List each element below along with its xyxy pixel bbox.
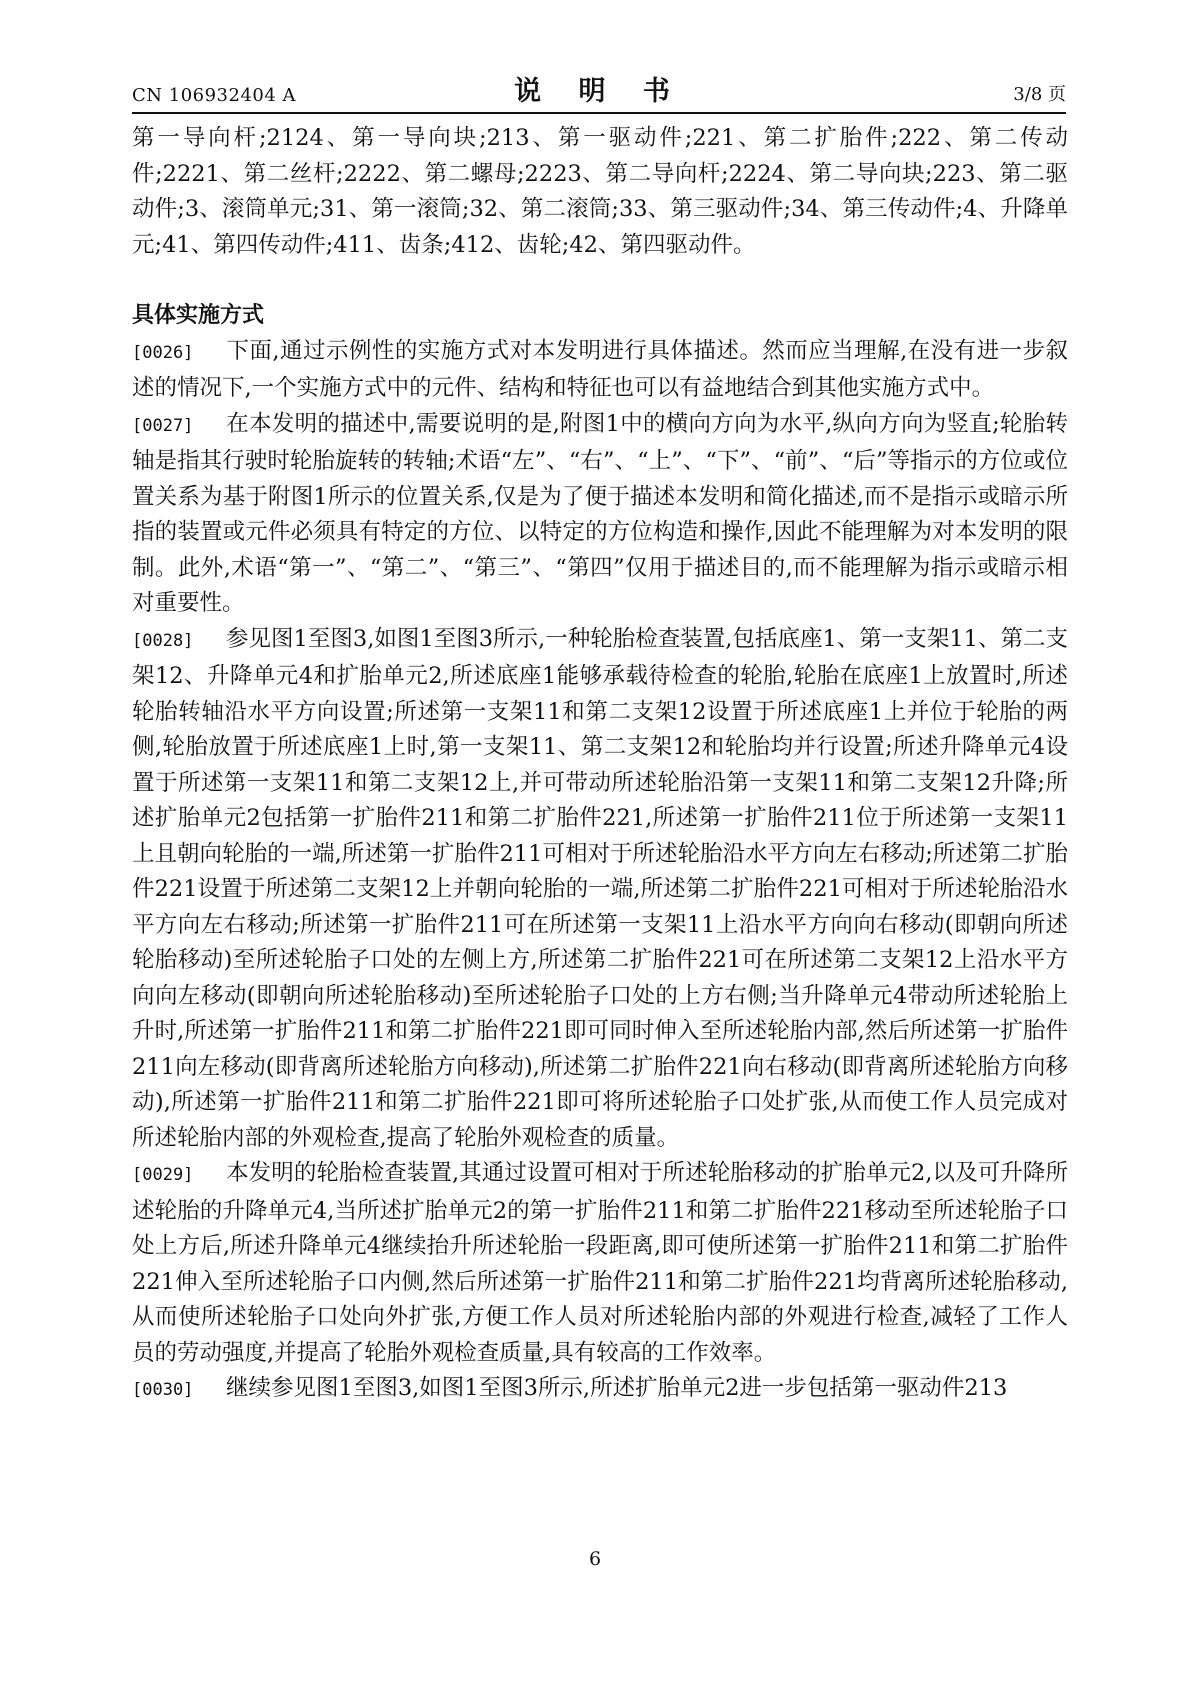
paragraph-0029 [132,1156,1068,1371]
paragraph-number: [0030] [132,1380,194,1400]
page-number: 6 [588,1548,602,1570]
document-title: 说 明 书 [514,76,684,107]
paragraph-text: 继续参见图1至图3,如图1至图3所示,所述扩胎单元2进一步包括第一驱动件213 [226,1375,1008,1401]
paragraph-text: 本发明的轮胎检查装置,其通过设置可相对于所述轮胎移动的扩胎单元2,以及可升降所述轮胎的升降单元4,当所述扩胎单元2的第一扩胎件211和第二扩胎件221移动至所述轮胎子口处上方后,所述升降单元4继续抬升所述轮胎一段距离,即可使所述第一扩胎件211和第二扩胎件221伸入至所述轮胎子口内侧,然后所述第一扩胎件211和第二扩胎件221均背离所述轮胎移动,从而使所述轮胎子口处向外扩张,方便工作人员对所述轮胎内部的外观进行检查,减轻了工作人员的劳动强度,并提高了轮胎外观检查质量,具有较高的工作效率。 [132,1160,1068,1366]
body-text [132,121,1068,1409]
paragraph-text: 参见图1至图3,如图1至图3所示,一种轮胎检查装置,包括底座1、第一支架11、第二支架12、升降单元4和扩胎单元2,所述底座1能够承载待检查的轮胎,轮胎在底座1上放置时,所述轮胎转轴沿水平方向设置;所述第一支架11和第二支架12设置于所述底座1上并位于轮胎的两侧,轮胎放置于所述底座1上时,第一支架11、第二支架12和轮胎均并行设置;所述升降单元4设置于所述第一支架11和第二支架12上,并可带动所述轮胎沿第一支架11和第二支架12升降;所述扩胎单元2包括第一扩胎件211和第二扩胎件221,所述第一扩胎件211位于所述第一支架11上且朝向轮胎的一端,所述第一扩胎件211可相对于所述轮胎沿水平方向左右移动;所述第二扩胎件221设置于所述第二支架12上并朝向轮胎的一端,所述第二扩胎件221可相对于所述轮胎沿水平方向左右移动;所述第一扩胎件211可在所述第一支架11上沿水平方向向右移动(即朝向所述轮胎移动)至所述轮胎子口处的左侧上方,所述第二扩胎件221可在所述第二支架12上沿水平方向向左移动(即朝向所述轮胎移动)至所述轮胎子口处的上方右侧;当升降单元4带动所述轮胎上升时,所述第一扩胎件211和第二扩胎件221即可同时伸入至所述轮胎内部,然后所述第一扩胎件211向左移动(即背离所述轮胎方向移动),所述第二扩胎件221向右移动(即背离所述轮胎方向移动),所述第一扩胎件211和第二扩胎件221即可将所述轮胎子口处扩张,从而使工作人员完成对所述轮胎内部的外观检查,提高了轮胎外观检查的质量。 [132,625,1068,1151]
paragraph-number: [0029] [132,1165,194,1185]
paragraph-number: [0028] [132,630,194,651]
document-number: CN 106932404 A [132,85,297,106]
paragraph-0028 [132,622,1068,1157]
section-heading: 具体实施方式 [132,303,265,328]
page-header [132,64,1066,112]
paragraph-text: 下面,通过示例性的实施方式对本发明进行具体描述。然而应当理解,在没有进一步叙述的情况下,一个实施方式中的元件、结构和特征也可以有益地结合到其他实施方式中。 [132,337,1068,401]
paragraph-0026 [132,334,1068,407]
intro-paragraph: 第一导向杆;2124、第一导向块;213、第一驱动件;221、第二扩胎件;222、第二传动件;2221、第二丝杆;2222、第二螺母;2223、第二导向杆;2224、第二导向块;223、第二驱动件;3、滚筒单元;31、第一滚筒;32、第二滚筒;33、第三驱动件;34、第三传动件;4、升降单元;41、第四传动件;411、齿条;412、齿轮;42、第四驱动件。 [132,125,1068,258]
page-indicator: 3/8 页 [1013,84,1066,105]
paragraph-number: [0026] [132,342,194,363]
paragraph-number: [0027] [132,415,194,436]
paragraph-0030 [132,1371,1068,1409]
paragraph-text: 在本发明的描述中,需要说明的是,附图1中的横向方向为水平,纵向方向为竖直;轮胎转轴是指其行驶时轮胎旋转的转轴;术语“左”、“右”、“上”、“下”、“前”、“后”等指示的方位或位置关系为基于附图1所示的位置关系,仅是为了便于描述本发明和简化描述,而不是指示或暗示所指的装置或元件必须具有特定的方位、以特定的方位构造和操作,因此不能理解为对本发明的限制。此外,术语“第一”、“第二”、“第三”、“第四”仅用于描述目的,而不能理解为指示或暗示相对重要性。 [132,410,1068,616]
paragraph-0027 [132,407,1068,622]
header-divider [132,112,1066,114]
